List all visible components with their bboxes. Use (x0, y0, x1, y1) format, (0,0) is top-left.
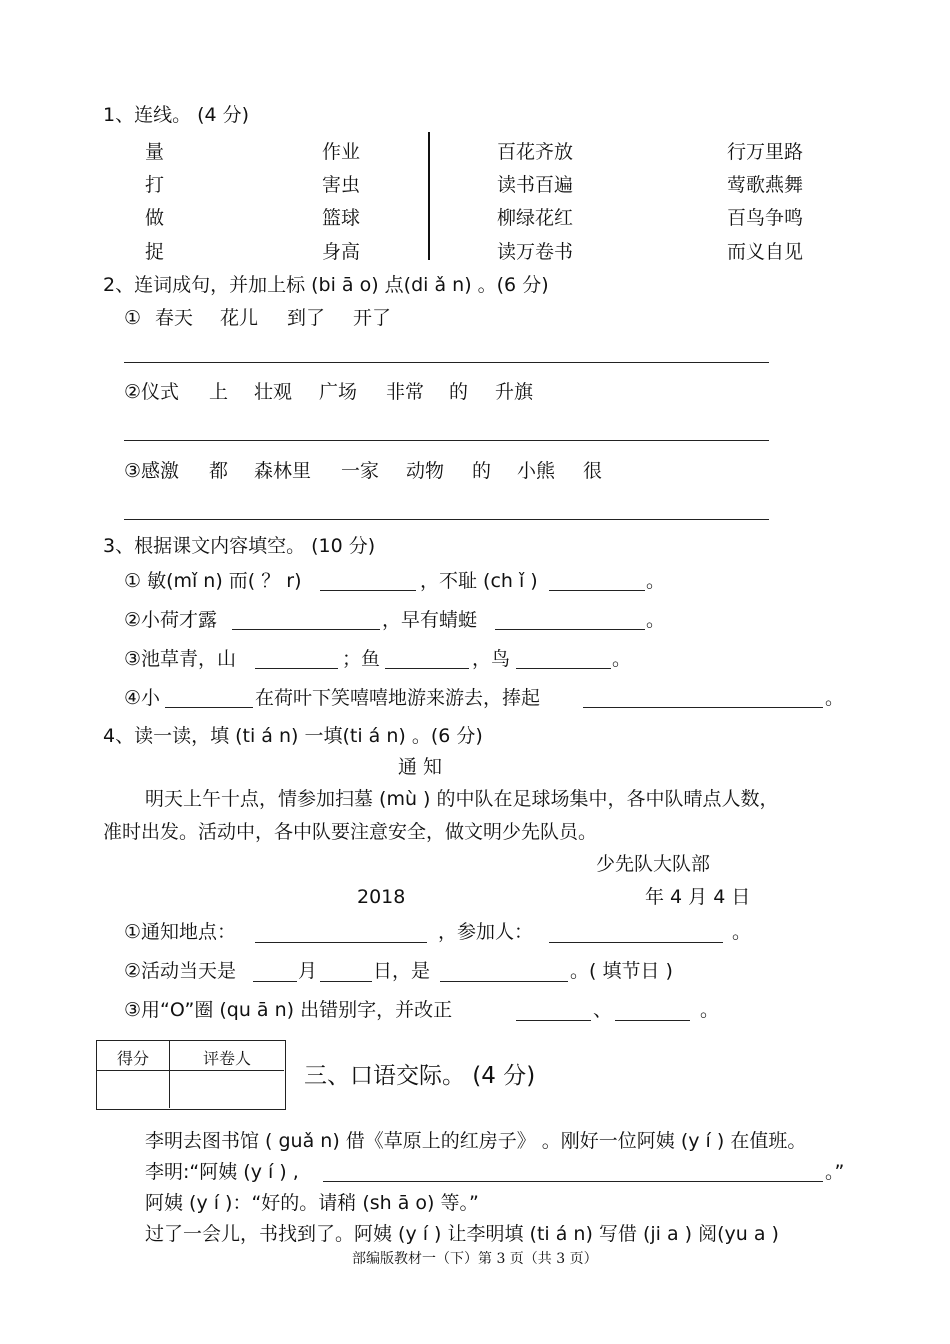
q2-word: 都 (209, 460, 229, 482)
notice-paragraph: 明天上午十点，情参加扫墓 (mù ) 的中队在足球场集中，各中队晴点人数， (145, 788, 779, 810)
q2-word: 升旗 (495, 381, 534, 403)
blank-line (253, 981, 297, 982)
q1-col1-item: 做 (145, 207, 165, 229)
q2-word: 壮观 (254, 381, 293, 403)
q1-col1-item: 打 (145, 174, 165, 196)
q1-col2-item: 作业 (322, 141, 361, 163)
q2-word: 广场 (319, 381, 358, 403)
blank-line (549, 590, 645, 591)
q2-word: 一家 (341, 460, 380, 482)
q3-text: ③池草青，山 (124, 648, 237, 670)
q2-title: 2、连词成句，并加上标 (bi ā o) 点(di ǎ n) 。(6 分) (103, 274, 549, 296)
grader-cell[interactable] (170, 1071, 284, 1108)
blank-line (516, 668, 611, 669)
section3-text: 。” (825, 1161, 845, 1183)
blank-line (255, 668, 338, 669)
blank-line (320, 590, 416, 591)
q4-text: 。 (700, 999, 720, 1021)
section3-text: 李明:“阿姨 (y í ) , (145, 1161, 299, 1183)
q1-col3-item: 读万卷书 (497, 241, 574, 263)
blank-line (323, 1181, 823, 1182)
q1-title: 1、连线。 (4 分) (103, 104, 250, 126)
q2-word: 春天 (155, 307, 194, 329)
q4-text: ①通知地点： (124, 921, 237, 943)
notice-signature: 少先队大队部 (596, 853, 711, 875)
section3-title: 三、口语交际。 (4 分) (304, 1063, 536, 1089)
q3-text: ，不耻 (ch ǐ ) (420, 570, 538, 592)
q4-text: 日，是 (373, 960, 431, 982)
blank-line (165, 707, 253, 708)
q3-text: ④小 (124, 687, 161, 709)
blank-line (583, 707, 823, 708)
q1-col4-item: 而义自见 (727, 241, 804, 263)
section3-text: 阿姨 (y í )：“好的。请稍 (sh ā o) 等。” (145, 1192, 479, 1214)
q3-title: 3、根据课文内容填空。 (10 分) (103, 535, 376, 557)
section3-text: 李明去图书馆 ( guǎ n) 借《草原上的红房子》 。刚好一位阿姨 (y í ) 在值班。 (145, 1130, 807, 1152)
q1-col4-item: 行万里路 (727, 141, 804, 163)
q1-col1-item: 捉 (145, 241, 165, 263)
answer-line (124, 519, 769, 520)
q3-text: ；鱼 (342, 648, 381, 670)
q4-text: 月 (298, 960, 318, 982)
blank-line (385, 668, 469, 669)
q2-word: 森林里 (254, 460, 312, 482)
q4-text: ，参加人： (438, 921, 534, 943)
blank-line (232, 629, 380, 630)
q1-col3-item: 读书百遍 (497, 174, 574, 196)
notice-date: 年 4 月 4 日 (645, 886, 751, 908)
answer-line (124, 440, 769, 441)
q2-word: 上 (209, 381, 229, 403)
q2-word: 花儿 (220, 307, 259, 329)
page-footer: 部编版教材一（下）第 3 页（共 3 页） (352, 1251, 598, 1267)
q1-col4-item: 百鸟争鸣 (727, 207, 804, 229)
q3-text: 。 (646, 609, 666, 631)
blank-line (440, 981, 568, 982)
q2-word: 非常 (386, 381, 425, 403)
score-cell[interactable] (97, 1071, 170, 1108)
q2-word: 的 (449, 381, 469, 403)
q3-text: 。 (646, 570, 666, 592)
q1-col2-item: 篮球 (322, 207, 361, 229)
q4-text: 。 (732, 921, 752, 943)
blank-line (320, 981, 372, 982)
q2-word: ① (124, 307, 142, 329)
blank-line (255, 942, 427, 943)
q3-text: ① 敏(mǐ n) 而( ？ r) (124, 570, 302, 592)
q2-word: 很 (583, 460, 603, 482)
q4-title: 4、读一读，填 (ti á n) 一填(ti á n) 。(6 分) (103, 725, 483, 747)
q1-col4-item: 莺歌燕舞 (727, 174, 804, 196)
q3-text: 。 (612, 648, 632, 670)
q4-text: 。( 填节日 ) (570, 960, 673, 982)
section3-text: 过了一会儿，书找到了。阿姨 (y í ) 让李明填 (ti á n) 写借 (ji a ) 阅(yu a ) (145, 1223, 779, 1245)
q3-text: ，早有蜻蜓 (382, 609, 478, 631)
notice-title: 通 知 (398, 756, 443, 778)
q2-word: ③感激 (124, 460, 180, 482)
blank-line (516, 1020, 591, 1021)
score-table (96, 1040, 286, 1110)
q4-text: ③用“O”圈 (qu ā n) 出错别字，并改正 (124, 999, 453, 1021)
notice-year: 2018 (357, 886, 406, 908)
q1-col3-item: 柳绿花红 (497, 207, 574, 229)
grader-header: 评卷人 (170, 1041, 284, 1071)
q2-word: 动物 (406, 460, 445, 482)
q1-col3-item: 百花齐放 (497, 141, 574, 163)
q4-text: ②活动当天是 (124, 960, 237, 982)
blank-line (615, 1020, 690, 1021)
q1-col2-item: 身高 (322, 241, 361, 263)
q2-word: 的 (472, 460, 492, 482)
q4-text: 、 (593, 999, 613, 1021)
notice-paragraph: 准时出发。活动中，各中队要注意安全，做文明少先队员。 (103, 821, 598, 843)
answer-line (124, 362, 769, 363)
score-header: 得分 (97, 1041, 170, 1071)
q1-col2-item: 害虫 (322, 174, 361, 196)
q3-text: ，鸟 (472, 648, 511, 670)
q3-text: 。 (825, 687, 845, 709)
q2-word: 开了 (353, 307, 392, 329)
q2-word: 到了 (287, 307, 326, 329)
q3-text: 在荷叶下笑嘻嘻地游来游去，捧起 (255, 687, 541, 709)
q1-col1-item: 量 (145, 141, 165, 163)
q2-word: 小熊 (517, 460, 556, 482)
q1-divider (428, 132, 430, 260)
blank-line (495, 629, 645, 630)
q3-text: ②小荷才露 (124, 609, 218, 631)
q2-word: ②仪式 (124, 381, 180, 403)
blank-line (549, 942, 723, 943)
